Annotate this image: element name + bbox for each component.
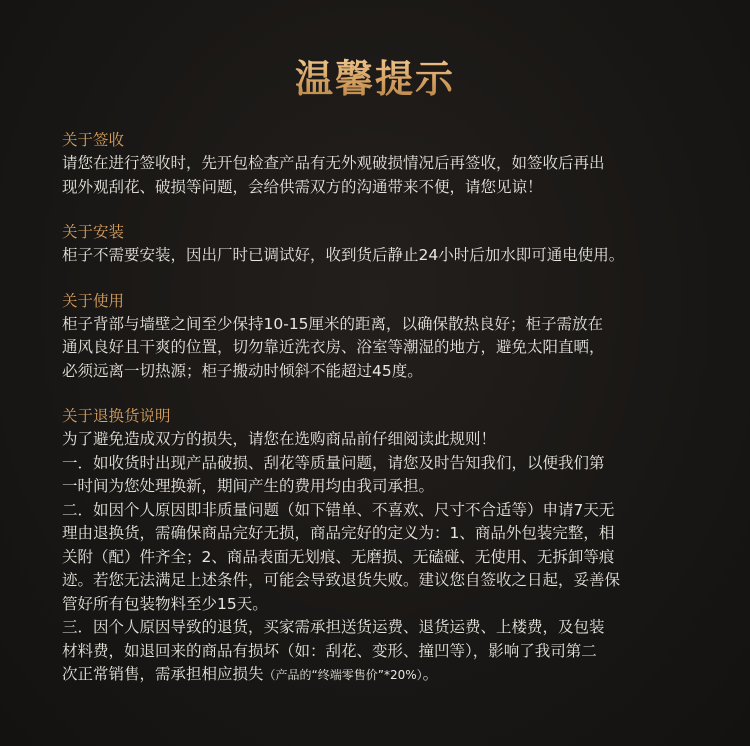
text-line: 二．如因个人原因即非质量问题（如下错单、不喜欢、尺寸不合适等）申请7天无 (62, 500, 615, 519)
section-heading: 关于使用 (62, 291, 125, 310)
text-line: 通风良好且干爽的位置，切勿靠近洗衣房、浴室等潮湿的地方，避免太阳直晒， (62, 338, 605, 356)
text-line: 柜子不需要安装，因出厂时已调试好，收到货后静止24小时后加水即可通电使用。 (62, 246, 625, 264)
text-line: 迹。若您无法满足上述条件，可能会导致退货失败。建议您自签收之日起，妥善保 (62, 571, 621, 589)
notice-content (62, 129, 712, 710)
text-line: 现外观刮花、破损等问题，会给供需双方的沟通带来不便，请您见谅！ (62, 177, 543, 196)
text-line: 理由退换货，需确保商品完好无损，商品完好的定义为：1、商品外包装完整，相 (62, 524, 615, 542)
final-line-end: 。 (422, 665, 439, 683)
text-line-final (62, 663, 712, 688)
text-line: 一．如收货时出现产品破损、刮花等质量问题，请您及时告知我们，以便我们第 (62, 453, 605, 472)
section-installation (62, 221, 712, 268)
section-signing (62, 129, 712, 199)
section-heading: 关于安装 (62, 223, 125, 241)
section-returns (62, 405, 712, 688)
section-heading: 关于退换货说明 (62, 407, 171, 425)
text-line: 材料费，如退回来的商品有损坏（如：刮花、变形、撞凹等），影响了我司第二 (62, 641, 597, 660)
page-title: 温馨提示 (0, 56, 750, 102)
final-line-main: 次正常销售，需承担相应损失 (62, 665, 264, 683)
section-usage (62, 290, 712, 384)
text-line: 三．因个人原因导致的退货，买家需承担送货运费、退货运费、上楼费，及包装 (62, 618, 605, 636)
section-heading: 关于签收 (62, 131, 125, 149)
text-line: 关附（配）件齐全；2、商品表面无划痕、无磨损、无磕碰、无使用、无拆卸等痕 (62, 547, 615, 566)
text-line: 管好所有包装物料至少15天。 (62, 594, 268, 613)
text-line: 一时间为您处理换新，期间产生的费用均由我司承担。 (62, 477, 435, 495)
final-line-note: （产品的“终端零售价”*20%） (263, 668, 423, 682)
text-line: 请您在进行签收时，先开包检查产品有无外观破损情况后再签收，如签收后再出 (62, 154, 605, 172)
text-line: 柜子背部与墙壁之间至少保持10-15厘米的距离，以确保散热良好；柜子需放在 (62, 314, 604, 333)
text-line: 为了避免造成双方的损失，请您在选购商品前仔细阅读此规则！ (62, 430, 497, 448)
text-line: 必须远离一切热源；柜子搬动时倾斜不能超过45度。 (62, 361, 423, 380)
